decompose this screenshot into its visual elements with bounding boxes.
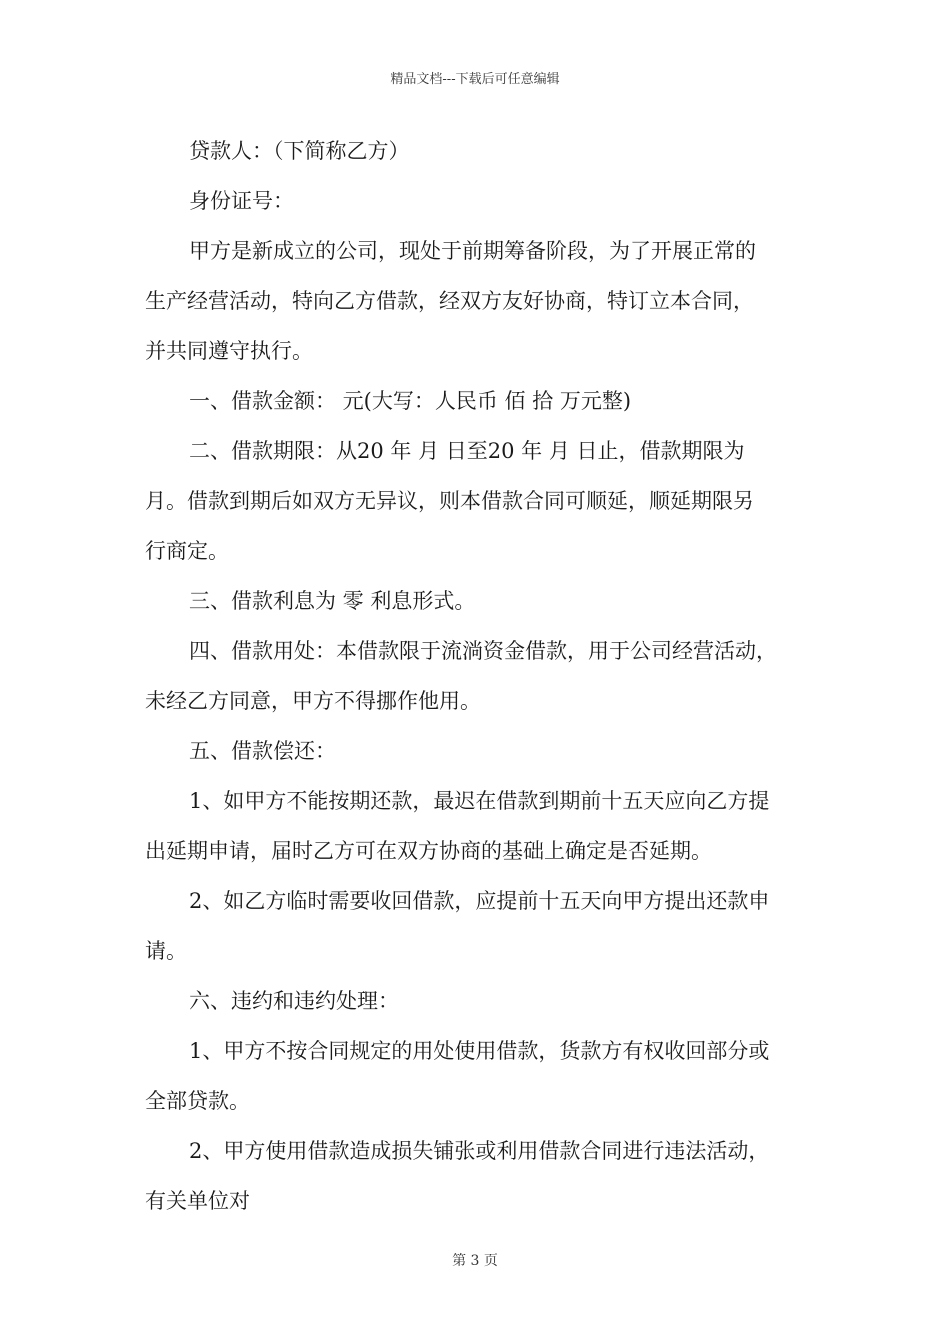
text-line: 甲方是新成立的公司，现处于前期筹备阶段，为了开展正常的 [189,239,756,263]
text-line: 二、借款期限：从20 年 月 日至20 年 月 日止，借款期限为 [189,439,745,463]
text-line: 1、甲方不按合同规定的用处使用借款，货款方有权收回部分或 [189,1039,770,1063]
text-line: 请。 [145,939,187,963]
text-line: 四、借款用处：本借款限于流淌资金借款，用于公司经营活动， [189,639,777,663]
text-line: 六、违约和违约处理： [189,989,399,1013]
text-line: 月。借款到期后如双方无异议，则本借款合同可顺延，顺延期限另 [145,489,754,513]
text-line: 2、如乙方临时需要收回借款，应提前十五天向甲方提出还款申 [189,889,770,913]
text-line: 生产经营活动，特向乙方借款，经双方友好协商，特订立本合同， [145,289,754,313]
text-line: 贷款人：（下简称乙方） [189,139,410,163]
page-header: 精品文档---下载后可任意编辑 [390,72,560,87]
text-line: 五、借款偿还： [189,739,336,763]
text-line: 出延期申请，届时乙方可在双方协商的基础上确定是否延期。 [145,839,712,863]
text-line: 全部贷款。 [145,1089,250,1113]
text-line: 有关单位对 [145,1189,250,1213]
text-line: 2、甲方使用借款造成损失铺张或利用借款合同进行违法活动， [189,1139,770,1163]
page-number: 第 3 页 [452,1253,498,1269]
text-line: 并共同遵守执行。 [145,339,313,363]
text-line: 未经乙方同意，甲方不得挪作他用。 [145,689,481,713]
text-line: 身份证号： [189,189,294,213]
text-line: 三、借款利息为 零 利息形式。 [189,589,476,613]
text-line: 一、借款金额： 元(大写：人民币 佰 拾 万元整) [189,389,632,413]
text-line: 行商定。 [145,539,229,563]
document-body [145,126,813,1226]
text-line: 1、如甲方不能按期还款，最迟在借款到期前十五天应向乙方提 [189,789,770,813]
